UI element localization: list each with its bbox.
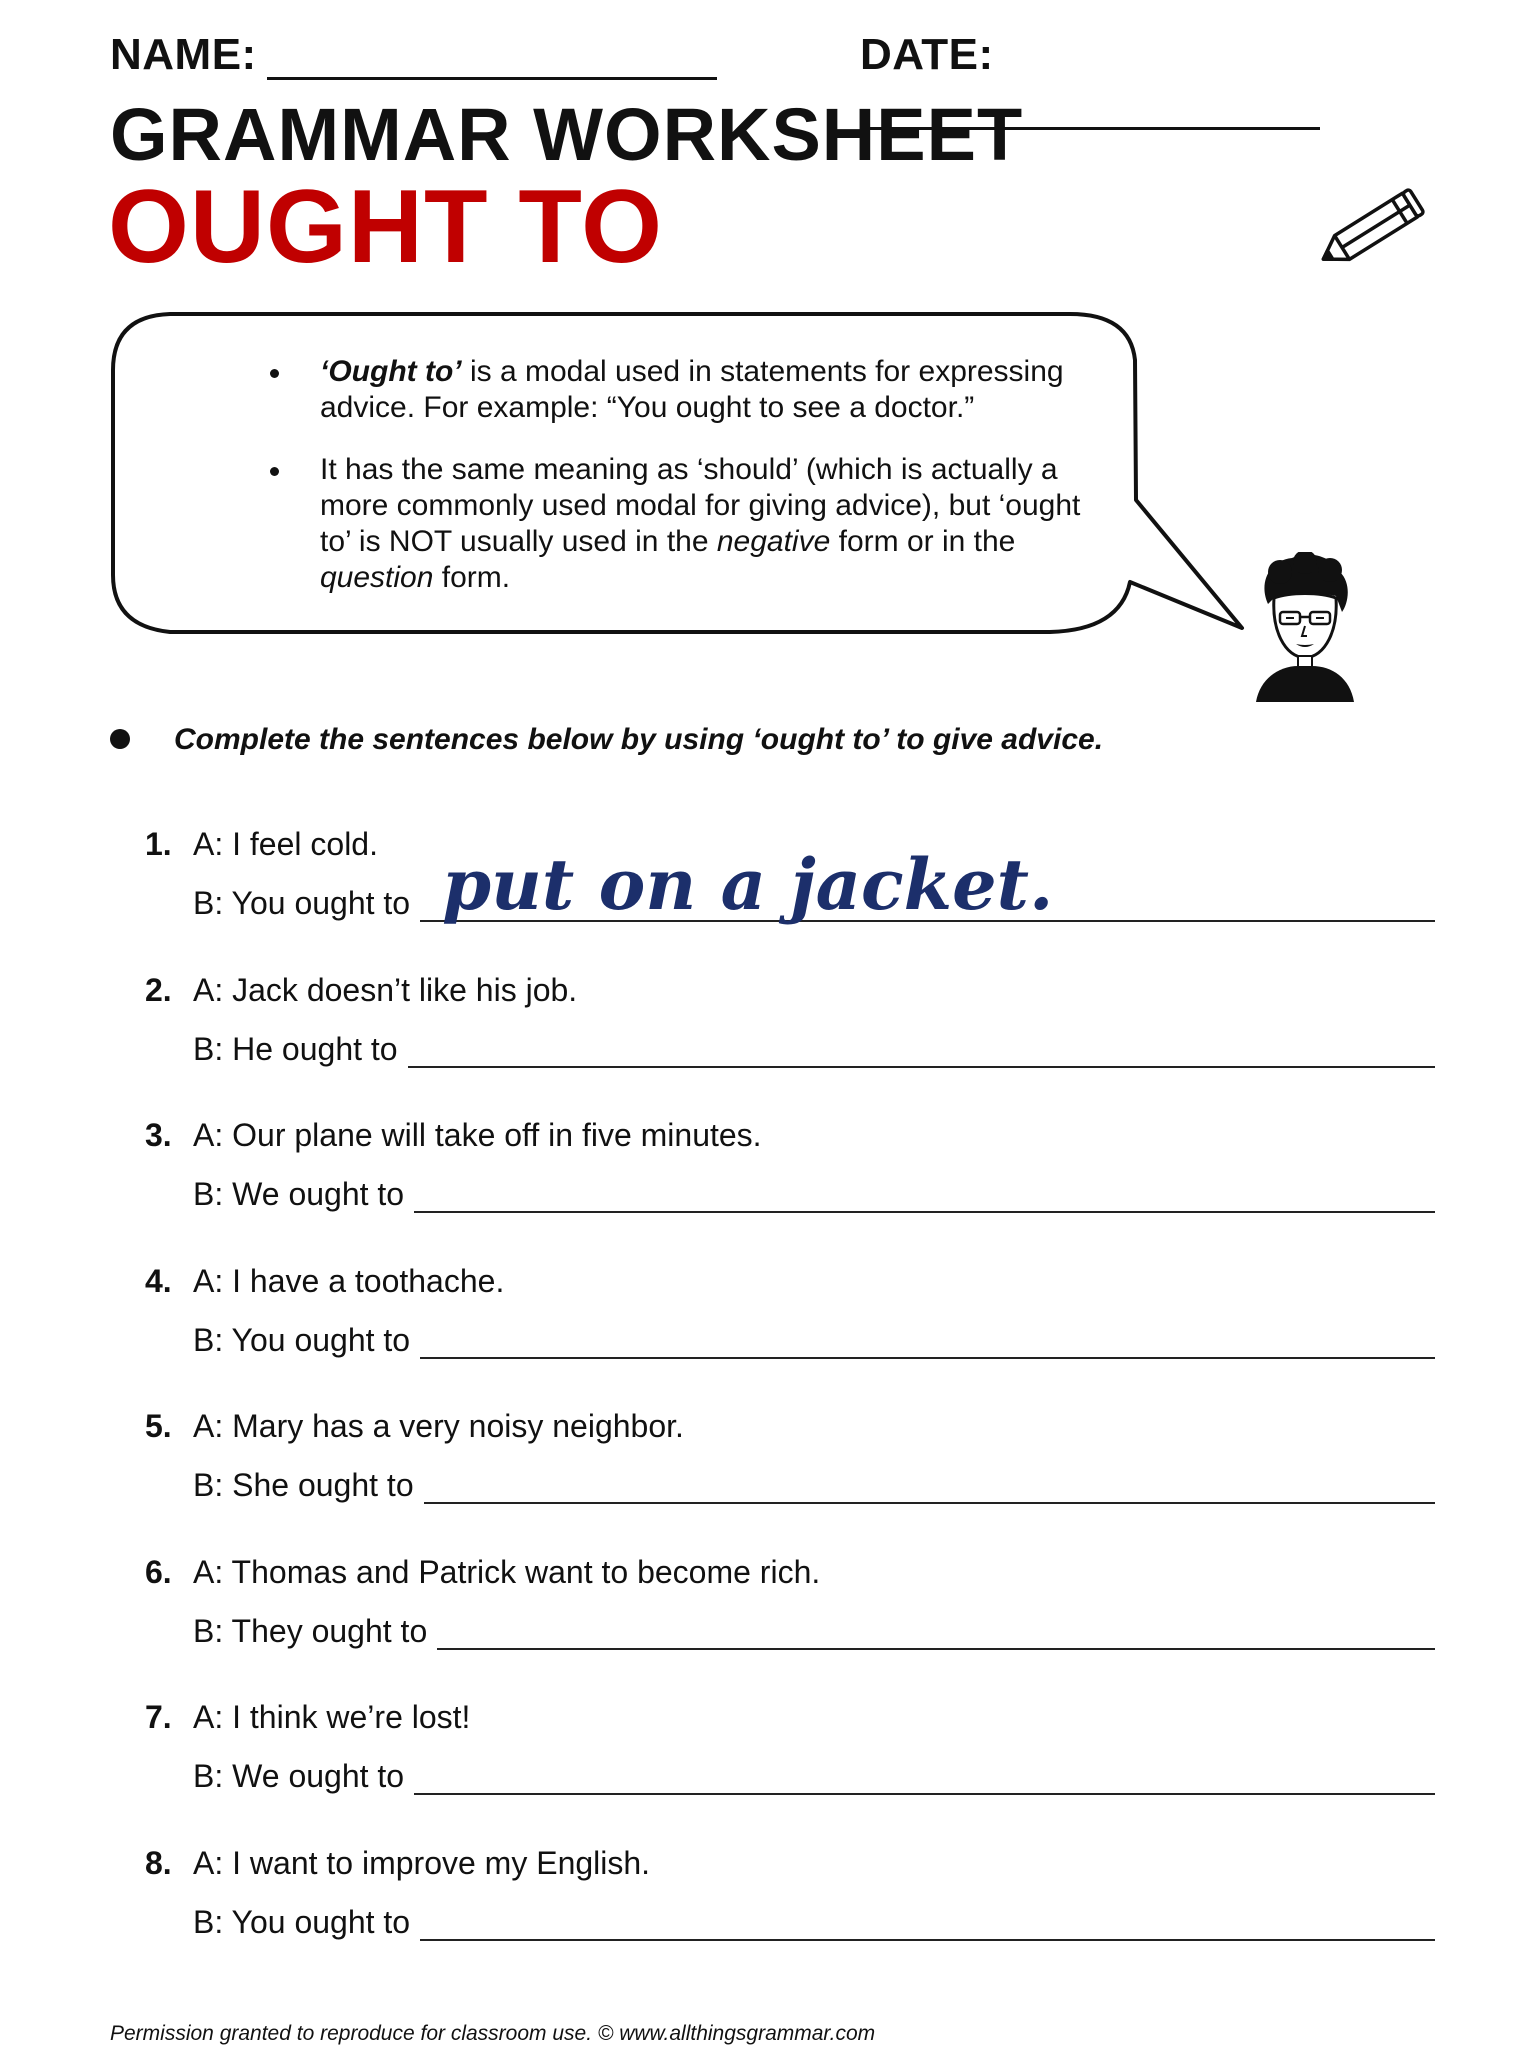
word-negative: negative bbox=[716, 525, 831, 558]
info-bullet-2-text-b: form or in the bbox=[830, 525, 1016, 558]
answer-blank[interactable] bbox=[414, 1757, 1435, 1795]
response-label: B: He ought to bbox=[193, 1030, 398, 1067]
answer-blank[interactable] bbox=[420, 843, 1435, 926]
exercise-number: 7. bbox=[145, 1699, 172, 1735]
exercise-number: 2. bbox=[145, 971, 172, 1008]
answer-blank[interactable] bbox=[414, 1175, 1435, 1213]
exercise-number: 5. bbox=[145, 1408, 172, 1444]
exercise-prompt: A: I feel cold. bbox=[193, 826, 378, 862]
answer-blank[interactable] bbox=[437, 1612, 1435, 1650]
exercise-prompt: A: I think we’re lost! bbox=[193, 1699, 471, 1735]
term-ought-to: ‘Ought to’ bbox=[320, 355, 462, 388]
exercise-list bbox=[145, 826, 1435, 1990]
date-label: DATE: bbox=[860, 30, 994, 79]
page-subtitle: OUGHT TO bbox=[108, 169, 663, 285]
speech-bubble bbox=[110, 310, 1130, 630]
exercise-response bbox=[193, 1321, 1435, 1359]
exercise-item bbox=[145, 972, 1435, 1118]
exercise-prompt: A: Mary has a very noisy neighbor. bbox=[193, 1408, 684, 1444]
exercise-prompt: A: Thomas and Patrick want to become rich. bbox=[193, 1553, 821, 1590]
exercise-response bbox=[193, 1757, 1435, 1795]
answer-blank[interactable] bbox=[420, 1903, 1435, 1941]
response-label: B: You ought to bbox=[193, 1321, 411, 1358]
exercise-prompt: A: Jack doesn’t like his job. bbox=[193, 971, 578, 1008]
exercise-item bbox=[145, 1408, 1435, 1554]
exercise-item bbox=[145, 1117, 1435, 1263]
name-label: NAME: bbox=[110, 30, 257, 79]
exercise-number: 8. bbox=[145, 1844, 172, 1881]
name-field[interactable] bbox=[110, 30, 717, 80]
exercise-item bbox=[145, 826, 1435, 972]
exercise-response bbox=[193, 1903, 1435, 1941]
exercise-item bbox=[145, 1845, 1435, 1991]
answer-blank[interactable] bbox=[424, 1466, 1435, 1504]
pencil-icon bbox=[1305, 180, 1435, 280]
handwritten-answer: put on a jacket. bbox=[442, 843, 1054, 926]
exercise-response bbox=[193, 1612, 1435, 1650]
response-label: B: You ought to bbox=[193, 1903, 411, 1940]
instruction-text: Complete the sentences below by using ‘ought to’ to give advice. bbox=[174, 723, 1104, 756]
exercise-number: 1. bbox=[145, 826, 172, 862]
exercise-prompt: A: I have a toothache. bbox=[193, 1262, 505, 1299]
info-bullet-1 bbox=[270, 354, 1090, 426]
exercise-response bbox=[193, 1466, 1435, 1504]
exercise-response bbox=[193, 1030, 1435, 1068]
info-bullet-1-text: is a modal used in statements for expressing advice. For example: “You ought to see a doctor.” bbox=[320, 355, 1064, 424]
answer-blank[interactable] bbox=[408, 1030, 1435, 1068]
exercise-response bbox=[193, 1175, 1435, 1213]
exercise-number: 4. bbox=[145, 1262, 172, 1299]
info-bullet-2-text-c: form. bbox=[433, 561, 511, 594]
exercise-number: 3. bbox=[145, 1117, 172, 1153]
info-list bbox=[270, 354, 1090, 622]
exercise-number: 6. bbox=[145, 1553, 172, 1590]
info-bullet-2-text: It has the same meaning as ‘should’ (which is actually a more commonly used modal for giving advice), but ‘ought to’ is NOT usually used in the bbox=[320, 453, 1081, 558]
instruction-bullet bbox=[110, 729, 130, 749]
exercise-item bbox=[145, 1699, 1435, 1845]
response-label: B: We ought to bbox=[193, 1176, 405, 1212]
response-label: B: They ought to bbox=[193, 1612, 428, 1649]
exercise-prompt: A: Our plane will take off in five minutes. bbox=[193, 1117, 762, 1153]
teacher-illustration bbox=[1250, 552, 1360, 702]
response-label: B: She ought to bbox=[193, 1467, 414, 1503]
response-label: B: We ought to bbox=[193, 1758, 405, 1794]
response-label: B: You ought to bbox=[193, 885, 411, 921]
exercise-item bbox=[145, 1263, 1435, 1409]
answer-blank[interactable] bbox=[420, 1321, 1435, 1359]
exercise-item bbox=[145, 1554, 1435, 1700]
word-question: question bbox=[320, 561, 434, 594]
page-title: GRAMMAR WORKSHEET bbox=[110, 93, 1024, 176]
exercise-prompt: A: I want to improve my English. bbox=[193, 1844, 651, 1881]
footer-copyright: Permission granted to reproduce for classroom use. © www.allthingsgrammar.com bbox=[110, 2022, 876, 2045]
name-blank-line[interactable] bbox=[267, 41, 717, 80]
header-row bbox=[110, 30, 1450, 80]
info-bullet-2 bbox=[270, 452, 1090, 596]
instruction bbox=[110, 723, 1103, 757]
